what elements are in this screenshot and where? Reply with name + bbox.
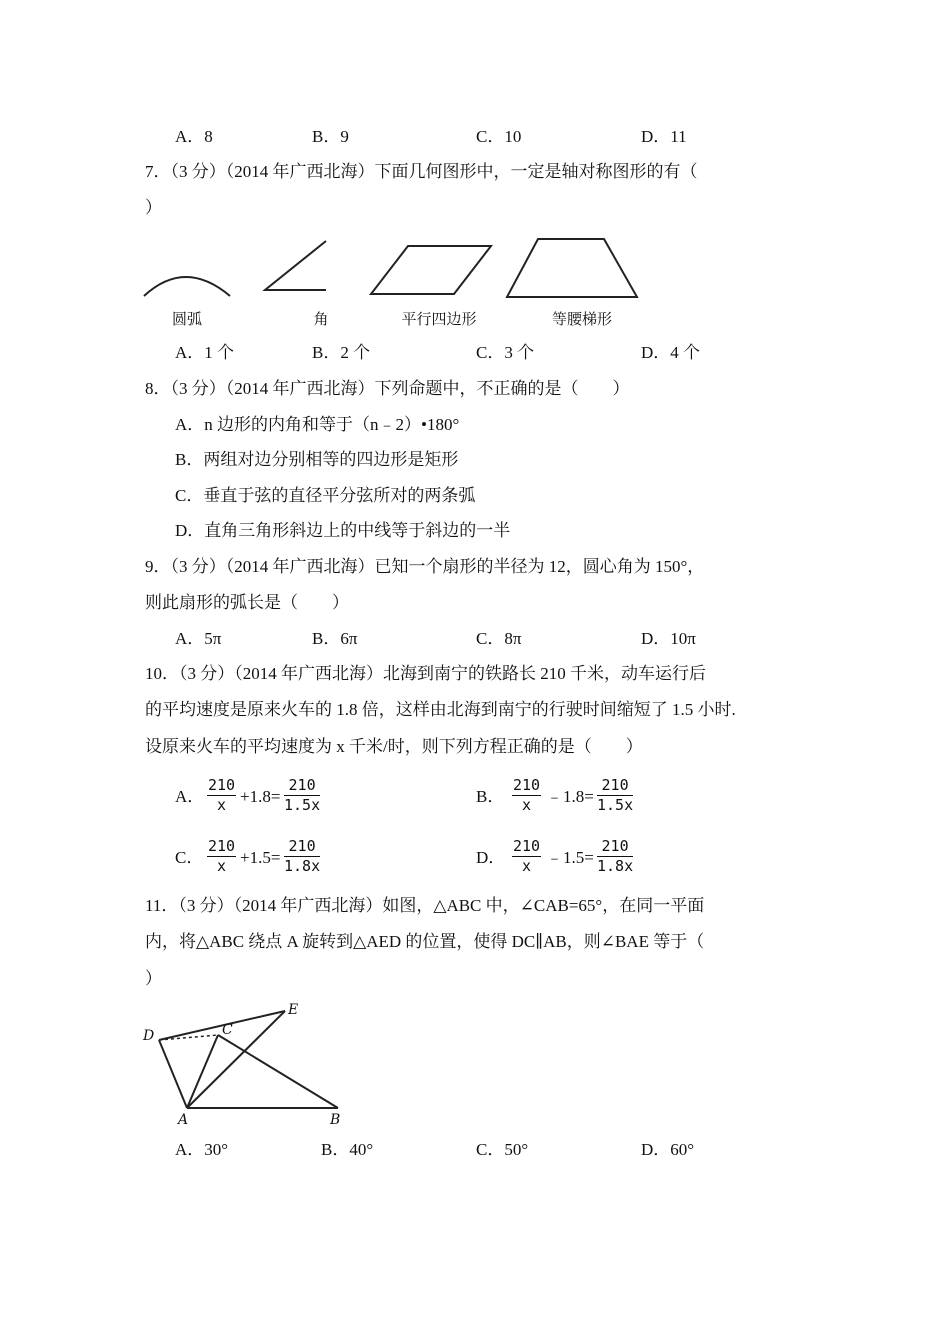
- arc-figure: [144, 277, 230, 296]
- numerator: 210: [513, 776, 541, 794]
- numerator: 210: [208, 776, 236, 794]
- q10-option-b-fraction-left: [512, 776, 541, 814]
- q9-option-a: A．5π: [175, 629, 222, 648]
- point-e-label: E: [288, 1002, 299, 1018]
- q11-question-line3: ）: [145, 969, 162, 988]
- q10-option-c-fraction-right: [284, 837, 320, 875]
- q10-question-line2: 的平均速度是原来火车的 1.8 倍，这样由北海到南宁的行驶时间缩短了 1.5 小时.: [145, 700, 736, 719]
- q7-figures: [140, 232, 650, 332]
- q11-option-a: A．30°: [175, 1140, 229, 1159]
- q10-option-d-label: D．: [476, 848, 506, 867]
- q8-option-b: B．两组对边分别相等的四边形是矩形: [175, 450, 459, 469]
- q8-option-d: D．直角三角形斜边上的中线等于斜边的一半: [175, 521, 511, 540]
- q10-option-a-fraction-right: [284, 776, 320, 814]
- point-a-label: A: [178, 1112, 189, 1128]
- q7-question-line2: ）: [145, 198, 162, 217]
- point-c-label: C: [222, 1022, 233, 1038]
- trapezoid-figure: [507, 239, 637, 297]
- denominator: 1.5x: [284, 796, 321, 814]
- q7-question-line1: 7．（3 分）（2014 年广西北海）下面几何图形中，一定是轴对称图形的有（: [145, 162, 698, 181]
- q10-option-d-middle: ﹣1.5=: [546, 848, 594, 867]
- denominator: x: [217, 796, 227, 814]
- denominator: x: [217, 857, 227, 875]
- denominator: 1.8x: [284, 857, 321, 875]
- denominator: 1.8x: [597, 857, 634, 875]
- q7-option-c: C．3 个: [476, 343, 535, 362]
- numerator: 210: [597, 837, 633, 857]
- q10-option-a-middle: +1.8=: [240, 787, 281, 806]
- parallelogram-figure: [371, 246, 491, 294]
- q6-option-d: D．11: [641, 127, 687, 146]
- q10-option-c-middle: +1.5=: [240, 848, 281, 867]
- q9-question-line2: 则此扇形的弧长是（ ）: [145, 593, 349, 612]
- label-trapezoid: 等腰梯形: [551, 310, 613, 328]
- numerator: 210: [513, 837, 541, 855]
- q9-option-b: B．6π: [312, 629, 358, 648]
- numerator: 210: [208, 837, 236, 855]
- q10-question-line1: 10．（3 分）（2014 年广西北海）北海到南宁的铁路长 210 千米，动车运行后: [145, 664, 706, 683]
- denominator: x: [522, 796, 532, 814]
- q9-option-c: C．8π: [476, 629, 522, 648]
- q10-option-c-label: C．: [175, 848, 204, 867]
- numerator: 210: [284, 776, 320, 796]
- q10-option-c-fraction-left: [207, 837, 236, 875]
- label-arc: 圆弧: [171, 310, 203, 328]
- q11-rotation-figure: [140, 998, 360, 1130]
- q6-option-b: B．9: [312, 127, 349, 146]
- q9-option-d: D．10π: [641, 629, 696, 648]
- label-parallelogram: 平行四边形: [401, 310, 477, 328]
- q6-option-a: A．8: [175, 127, 213, 146]
- q10-option-d-fraction-right: [597, 837, 633, 875]
- q10-question-line3: 设原来火车的平均速度为 x 千米/时，则下列方程正确的是（ ）: [145, 737, 643, 756]
- q8-option-a: A．n 边形的内角和等于（n﹣2）•180°: [175, 415, 460, 434]
- q11-option-b: B．40°: [321, 1140, 374, 1159]
- angle-figure: [265, 241, 326, 290]
- q10-option-a-fraction-left: [207, 776, 236, 814]
- label-angle: 角: [313, 310, 329, 328]
- point-b-label: B: [330, 1112, 341, 1128]
- q10-option-b-middle: ﹣1.8=: [546, 787, 594, 806]
- q6-option-c: C．10: [476, 127, 522, 146]
- q10-option-b-label: B．: [476, 787, 505, 806]
- q7-option-a: A．1 个: [175, 343, 235, 362]
- q7-option-d: D．4 个: [641, 343, 701, 362]
- denominator: 1.5x: [597, 796, 634, 814]
- numerator: 210: [284, 837, 320, 857]
- point-d-label: D: [143, 1028, 155, 1044]
- q8-option-c: C．垂直于弦的直径平分弦所对的两条弧: [175, 486, 476, 505]
- numerator: 210: [597, 776, 633, 796]
- q9-question-line1: 9．（3 分）（2014 年广西北海）已知一个扇形的半径为 12，圆心角为 150°，: [145, 557, 705, 576]
- q7-option-b: B．2 个: [312, 343, 371, 362]
- q10-option-d-fraction-left: [512, 837, 541, 875]
- q11-question-line2: 内，将△ABC 绕点 A 旋转到△AED 的位置，使得 DC∥AB，则∠BAE 等于（: [145, 932, 705, 951]
- q8-question: 8．（3 分）（2014 年广西北海）下列命题中，不正确的是（ ）: [145, 379, 630, 398]
- q11-option-d: D．60°: [641, 1140, 695, 1159]
- q11-option-c: C．50°: [476, 1140, 529, 1159]
- q10-option-a-label: A．: [175, 787, 205, 806]
- q10-option-b-fraction-right: [597, 776, 633, 814]
- denominator: x: [522, 857, 532, 875]
- q11-question-line1: 11．（3 分）（2014 年广西北海）如图，△ABC 中，∠CAB=65°，在同一平面: [145, 896, 705, 915]
